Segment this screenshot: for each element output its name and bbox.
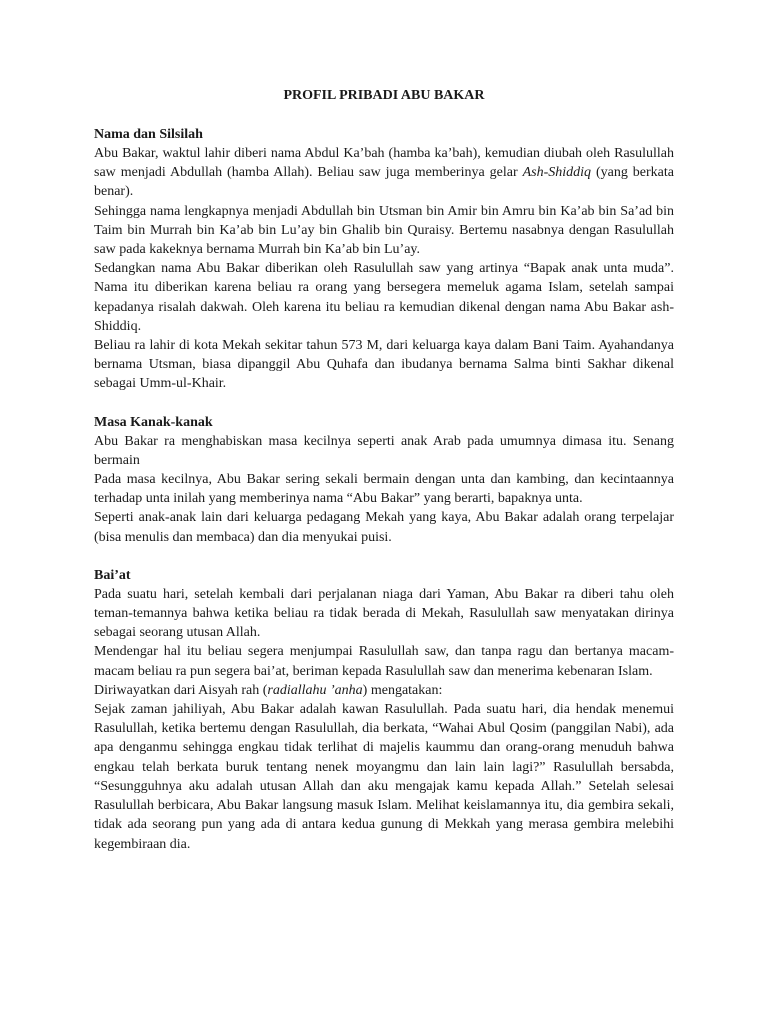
section bbox=[94, 413, 674, 547]
paragraph-text: Sehingga nama lengkapnya menjadi Abdullah bin Utsman bin Amir bin Amru bin Ka’ab bin Sa’ad bin Taim bin Murrah bin Ka’ab bin Lu’ay bin Ghalib bin Quraisy. Bertemu nasabnya dengan Rasulullah saw pada kakeknya bernama Murrah bin Ka’ab bin Lu’ay. bbox=[94, 203, 674, 258]
paragraph bbox=[94, 508, 674, 546]
section bbox=[94, 125, 674, 394]
paragraph-text: Sejak zaman jahiliyah, Abu Bakar adalah kawan Rasulullah. Pada suatu hari, dia hendak menemui Rasulullah, ketika bertemu dengan Rasulullah, dia berkata, “Wahai Abul Qosim (panggilan Nabi), ada apa denganmu sehingga engkau tidak terlihat di majelis kaummu dan orang-orang menuduh bahwa engkau telah berkata buruk tentang nenek moyangmu dan lain lain lagi?” Rasulullah bersabda, “Sesungguhnya aku adalah utusan Allah dan aku mengajak kamu kepada Allah.” Setelah selesai Rasulullah berbicara, Abu Bakar langsung masuk Islam. Melihat keislamannya itu, dia gembira sekali, tidak ada seorang pun yang ada di antara kedua gunung di Mekkah yang merasa gembira melebihi kegembiraan dia. bbox=[94, 702, 674, 852]
paragraph-text: ) mengatakan: bbox=[362, 682, 443, 698]
italic-text: Ash-Shiddiq bbox=[522, 165, 592, 181]
paragraph-text: (yang berkata benar). bbox=[94, 165, 675, 200]
section-heading: Bai’at bbox=[94, 567, 131, 583]
italic-text: radiallahu ’anha bbox=[267, 682, 363, 698]
paragraph-text: Abu Bakar, waktul lahir diberi nama Abdul Ka’bah (hamba ka’bah), kemudian diubah oleh Rasulullah saw menjadi Abdullah (hamba Allah). Beliau saw juga memberinya gelar bbox=[94, 146, 674, 181]
paragraph-text: Pada masa kecilnya, Abu Bakar sering sekali bermain dengan unta dan kambing, dan kecintaannya terhadap unta inilah yang memberinya nama “Abu Bakar” yang berarti, bapaknya unta. bbox=[94, 472, 674, 507]
section bbox=[94, 566, 674, 854]
paragraph-text: Pada suatu hari, setelah kembali dari perjalanan niaga dari Yaman, Abu Bakar ra diberi tahu oleh teman-temannya bahwa ketika beliau ra tidak berada di Mekah, Rasulullah saw menyatakan dirinya sebagai seorang utusan Allah. bbox=[94, 586, 674, 641]
paragraph bbox=[94, 470, 674, 508]
paragraph bbox=[94, 432, 674, 470]
section-heading: Nama dan Silsilah bbox=[94, 127, 203, 142]
paragraph bbox=[94, 642, 674, 680]
document-body bbox=[94, 125, 674, 854]
paragraph-text: Seperti anak-anak lain dari keluarga pedagang Mekah yang kaya, Abu Bakar adalah orang terpelajar (bisa menulis dan membaca) dan dia menyukai puisi. bbox=[94, 510, 674, 545]
section-heading: Masa Kanak-kanak bbox=[94, 414, 213, 430]
paragraph bbox=[94, 700, 674, 854]
paragraph bbox=[94, 202, 674, 260]
document-title: PROFIL PRIBADI ABU BAKAR bbox=[283, 88, 485, 103]
paragraph-text: Diriwayatkan dari Aisyah rah ( bbox=[94, 682, 268, 698]
paragraph-text: Beliau ra lahir di kota Mekah sekitar tahun 573 M, dari keluarga kaya dalam Bani Taim. Ayahandanya bernama Utsman, biasa dipanggil Abu Quhafa dan ibudanya bernama Salma binti Sakhar dikenal sebagai Umm-ul-Khair. bbox=[94, 338, 674, 392]
paragraph-text: Sedangkan nama Abu Bakar diberikan oleh Rasulullah saw yang artinya “Bapak anak unta muda”. Nama itu diberikan karena beliau ra orang yang bersegera memeluk agama Islam, setelah sampai kepadanya risalah dakwah. Oleh karena itu beliau ra kemudian dikenal dengan nama Abu Bakar ash-Shiddiq. bbox=[94, 261, 674, 334]
paragraph bbox=[94, 681, 674, 700]
paragraph bbox=[94, 259, 674, 336]
paragraph-text: Mendengar hal itu beliau segera menjumpai Rasulullah saw, dan tanpa ragu dan bertanya macam-macam beliau ra pun segera bai’at, beriman kepada Rasulullah saw dan menerima kebenaran Islam. bbox=[94, 644, 674, 679]
paragraph bbox=[94, 144, 674, 202]
paragraph bbox=[94, 336, 674, 394]
paragraph bbox=[94, 585, 674, 643]
paragraph-text: Abu Bakar ra menghabiskan masa kecilnya seperti anak Arab pada umumnya dimasa itu. Senang bermain bbox=[94, 433, 674, 468]
